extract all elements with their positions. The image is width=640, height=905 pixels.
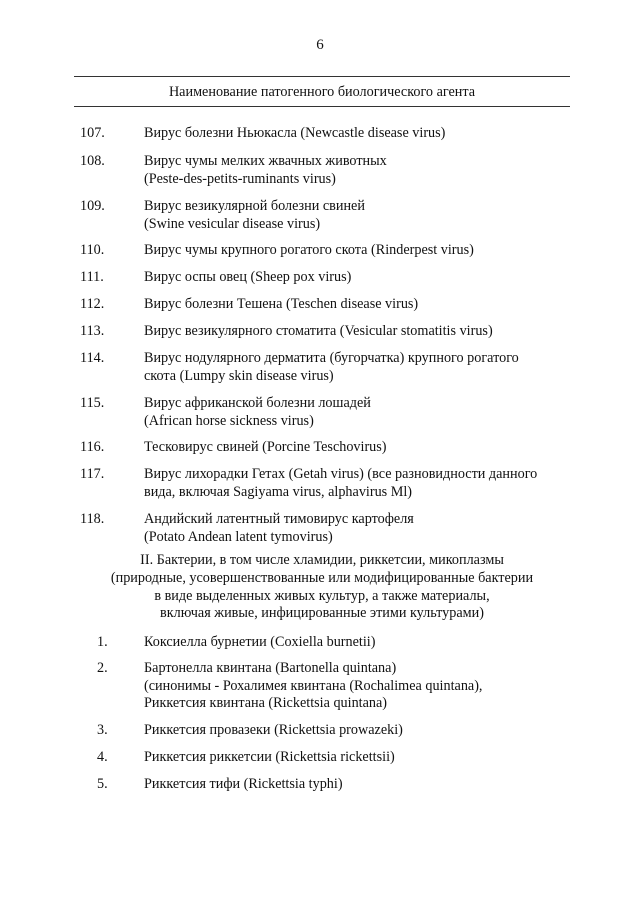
section-heading-line: в виде выделенных живых культур, а также материалы, [154, 587, 490, 604]
item-text-line: скота (Lumpy skin disease virus) [144, 367, 334, 384]
page-number: 6 [316, 37, 324, 53]
item-text-line: Вирус африканской болезни лошадей [144, 395, 371, 411]
item-text [144, 466, 574, 501]
item-text-line: Вирус чумы крупного рогатого скота (Rinderpest virus) [144, 242, 474, 258]
item-text [144, 722, 574, 740]
item-text [144, 153, 574, 188]
item-text-line: Вирус болезни Ньюкасла (Newcastle disease virus) [144, 125, 446, 141]
item-text-line: Вирус нодулярного дерматита (бугорчатка) крупного рогатого [144, 350, 519, 366]
item-text [144, 749, 574, 767]
item-text-line: (Peste-des-petits-ruminants virus) [144, 170, 336, 187]
section-heading-line: включая живые, инфицированные этими культурами) [160, 605, 484, 622]
item-text-line: Вирус везикулярной болезни свиней [144, 198, 365, 214]
item-number: 115. [80, 395, 105, 411]
item-text-line: (African horse sickness virus) [144, 412, 314, 429]
item-text-line: (Swine vesicular disease virus) [144, 215, 321, 232]
item-text-line: (синонимы - Рохалимея квинтана (Rochalimea quintana), [144, 677, 483, 694]
item-number: 5. [97, 776, 108, 792]
section-heading-line: (природные, усовершенствованные или модифицированные бактерии [110, 569, 534, 586]
item-number: 118. [80, 511, 105, 527]
item-number: 107. [80, 125, 105, 141]
item-number: 116. [80, 439, 105, 455]
item-number: 117. [80, 466, 105, 482]
section-heading-line: II. Бактерии, в том числе хламидии, риккетсии, микоплазмы [140, 552, 504, 568]
item-number: 110. [80, 242, 105, 258]
item-number: 109. [80, 198, 105, 214]
item-text-line: Вирус чумы мелких жвачных животных [144, 153, 387, 169]
item-text-line: Бартонелла квинтана (Bartonella quintana) [144, 660, 397, 676]
item-text [144, 125, 574, 143]
item-number: 114. [80, 350, 105, 366]
column-header: Наименование патогенного биологического агента [168, 84, 476, 100]
item-text [144, 660, 574, 713]
header-rule-bottom [74, 106, 570, 107]
item-number: 108. [80, 153, 105, 169]
item-text-line: Риккетсия провазеки (Rickettsia prowazeki) [144, 722, 403, 738]
item-text [144, 242, 574, 260]
item-number: 2. [97, 660, 108, 676]
item-number: 112. [80, 296, 105, 312]
item-text [144, 395, 574, 430]
section-heading-bacteria [74, 552, 570, 623]
item-text-line: Риккетсия квинтана (Rickettsia quintana) [144, 695, 388, 711]
item-text [144, 634, 574, 652]
item-text [144, 776, 574, 794]
item-number: 4. [97, 749, 108, 765]
item-text-line: Вирус везикулярного стоматита (Vesicular stomatitis virus) [144, 323, 493, 339]
item-text-line: Коксиелла бурнетии (Coxiella burnetii) [144, 634, 376, 650]
item-text [144, 269, 574, 287]
item-text [144, 198, 574, 233]
item-text-line: Андийский латентный тимовирус картофеля [144, 511, 414, 527]
item-number: 111. [80, 269, 104, 285]
item-number: 1. [97, 634, 108, 650]
item-text-line: Вирус лихорадки Гетах (Getah virus) (все разновидности данного [144, 466, 538, 482]
header-rule-top [74, 76, 570, 77]
item-text [144, 296, 574, 314]
item-text [144, 350, 574, 385]
item-text-line: Вирус оспы овец (Sheep pox virus) [144, 269, 352, 285]
item-text [144, 323, 574, 341]
item-text-line: Риккетсия тифи (Rickettsia typhi) [144, 776, 343, 792]
item-number: 3. [97, 722, 108, 738]
item-text-line: Вирус болезни Тешена (Teschen disease virus) [144, 296, 419, 312]
item-number: 113. [80, 323, 105, 339]
item-text-line: вида, включая Sagiyama virus, alphavirus Ml) [144, 483, 413, 500]
item-text-line: Тесковирус свиней (Porcine Teschovirus) [144, 439, 387, 455]
item-text [144, 511, 574, 546]
item-text [144, 439, 574, 457]
item-text-line: (Potato Andean latent tymovirus) [144, 528, 333, 545]
item-text-line: Риккетсия риккетсии (Rickettsia rickettsii) [144, 749, 395, 765]
